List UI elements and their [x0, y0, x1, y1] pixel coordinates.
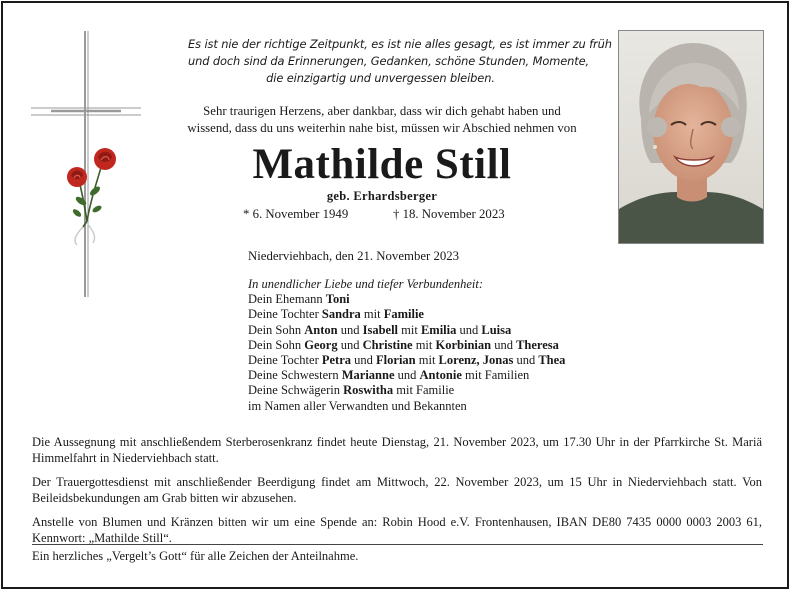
notice-paragraph: Der Trauergottesdienst mit anschließender Beerdigung findet am Mittwoch, 22. November 2023, um 15 Uhr in Niederviehbach statt. Von Beileidsbekundungen am Grab bitten wir abzusehen.	[32, 475, 762, 505]
mourner-text: Deine Tochter	[248, 353, 322, 368]
mourner-name: Emilia	[420, 322, 457, 337]
mourner-line	[248, 307, 565, 322]
birth-name: geb. Erhardsberger	[326, 189, 438, 203]
mourner-name: Isabell	[362, 322, 399, 337]
mourner-name: Korbinian	[435, 337, 492, 352]
mourner-text: und	[394, 368, 420, 383]
mourner-line	[248, 353, 565, 368]
died-symbol: †	[393, 207, 400, 221]
mourner-name: Luisa	[481, 322, 512, 337]
quote-block	[188, 36, 612, 87]
mourner-text: Deine Schwägerin	[248, 383, 344, 398]
mourner-name: Roswitha	[343, 383, 394, 398]
intro-line: Sehr traurigen Herzens, aber dankbar, dass wir dich gehabt haben und	[203, 104, 561, 118]
mourner-name: Christine	[362, 337, 413, 352]
intro-text	[168, 103, 596, 136]
mourner-text: Dein Sohn	[248, 337, 305, 352]
mourner-name: Marianne	[341, 368, 395, 383]
notice-paragraph: Die Aussegnung mit anschließendem Sterberosenkranz findet heute Dienstag, 21. November 2023, um 17.30 Uhr in der Pfarrkirche St. Mariä Himmelfahrt in Niederviehbach statt.	[32, 435, 762, 465]
mourner-text: und	[513, 353, 539, 368]
cross-with-roses-icon	[31, 31, 143, 299]
mourner-text: mit Familien	[461, 368, 530, 383]
portrait-photo	[618, 30, 764, 244]
mourner-line	[248, 368, 565, 383]
mourner-text: und	[337, 337, 363, 352]
mourner-name: Theresa	[516, 337, 559, 352]
mourner-line	[248, 383, 565, 398]
mourner-text: mit	[360, 307, 384, 322]
mourner-name: Antonie	[419, 368, 462, 383]
birth-date: 6. November 1949	[252, 207, 349, 221]
mourner-line	[248, 323, 565, 338]
service-notices	[32, 435, 762, 556]
mourner-name: Thea	[538, 353, 566, 368]
mourner-name: Georg	[304, 337, 338, 352]
mourner-text: und	[456, 322, 482, 337]
mourner-line	[248, 338, 565, 353]
mourner-text: mit	[398, 322, 421, 337]
mourner-text: Dein Ehemann	[248, 292, 326, 307]
quote-line: die einzigartig und unvergessen bleiben.	[266, 71, 495, 85]
mourner-text: mit Familie	[393, 383, 455, 398]
divider	[32, 544, 763, 545]
mourner-name: Lorenz, Jonas	[438, 353, 514, 368]
deceased-name: Mathilde Still	[252, 141, 512, 188]
place-date: Niederviehbach, den 21. November 2023	[248, 249, 460, 263]
mourner-line	[248, 399, 565, 414]
mourner-text: und	[337, 322, 363, 337]
mourner-name: Sandra	[321, 307, 361, 322]
obituary-card	[1, 1, 789, 589]
thanks-line: Ein herzliches „Vergelt’s Gott“ für alle Zeichen der Anteilnahme.	[32, 549, 359, 563]
mourner-text: und	[491, 337, 517, 352]
quote-line: Es ist nie der richtige Zeitpunkt, es ist nie alles gesagt, es ist immer zu früh	[188, 37, 612, 51]
mourner-text: mit	[415, 353, 439, 368]
death-date-group	[393, 207, 505, 222]
mourner-name: Familie	[383, 307, 424, 322]
born-symbol: *	[243, 207, 250, 221]
portrait-image	[619, 31, 763, 243]
life-dates	[243, 207, 543, 222]
mourners-lines	[248, 292, 565, 414]
notice-paragraph: Anstelle von Blumen und Kränzen bitten wir um eine Spende an: Robin Hood e.V. Frontenhausen, IBAN DE80 7435 0000 0003 2003 61, Kennwort: „Mathilde Still“.	[32, 515, 762, 545]
mourner-text: Deine Schwestern	[248, 368, 342, 383]
mourner-text: im Namen aller Verwandten und Bekannten	[248, 398, 467, 413]
mourners-list	[248, 277, 565, 414]
mourners-lead: In unendlicher Liebe und tiefer Verbundenheit:	[248, 277, 484, 291]
intro-line: wissend, dass du uns weiterhin nahe bist, müssen wir Abschied nehmen von	[187, 120, 577, 135]
mourner-line	[248, 292, 565, 307]
mourner-text: und	[351, 353, 377, 368]
death-date: 18. November 2023	[402, 207, 505, 221]
mourner-text: mit	[412, 337, 436, 352]
mourner-name: Toni	[325, 292, 350, 307]
mourner-text: Dein Sohn	[248, 322, 305, 337]
quote-line: und doch sind da Erinnerungen, Gedanken, schöne Stunden, Momente,	[188, 54, 590, 68]
mourner-text: Deine Tochter	[248, 307, 322, 322]
mourner-name: Florian	[376, 353, 416, 368]
mourner-name: Anton	[304, 322, 338, 337]
mourner-name: Petra	[321, 353, 352, 368]
